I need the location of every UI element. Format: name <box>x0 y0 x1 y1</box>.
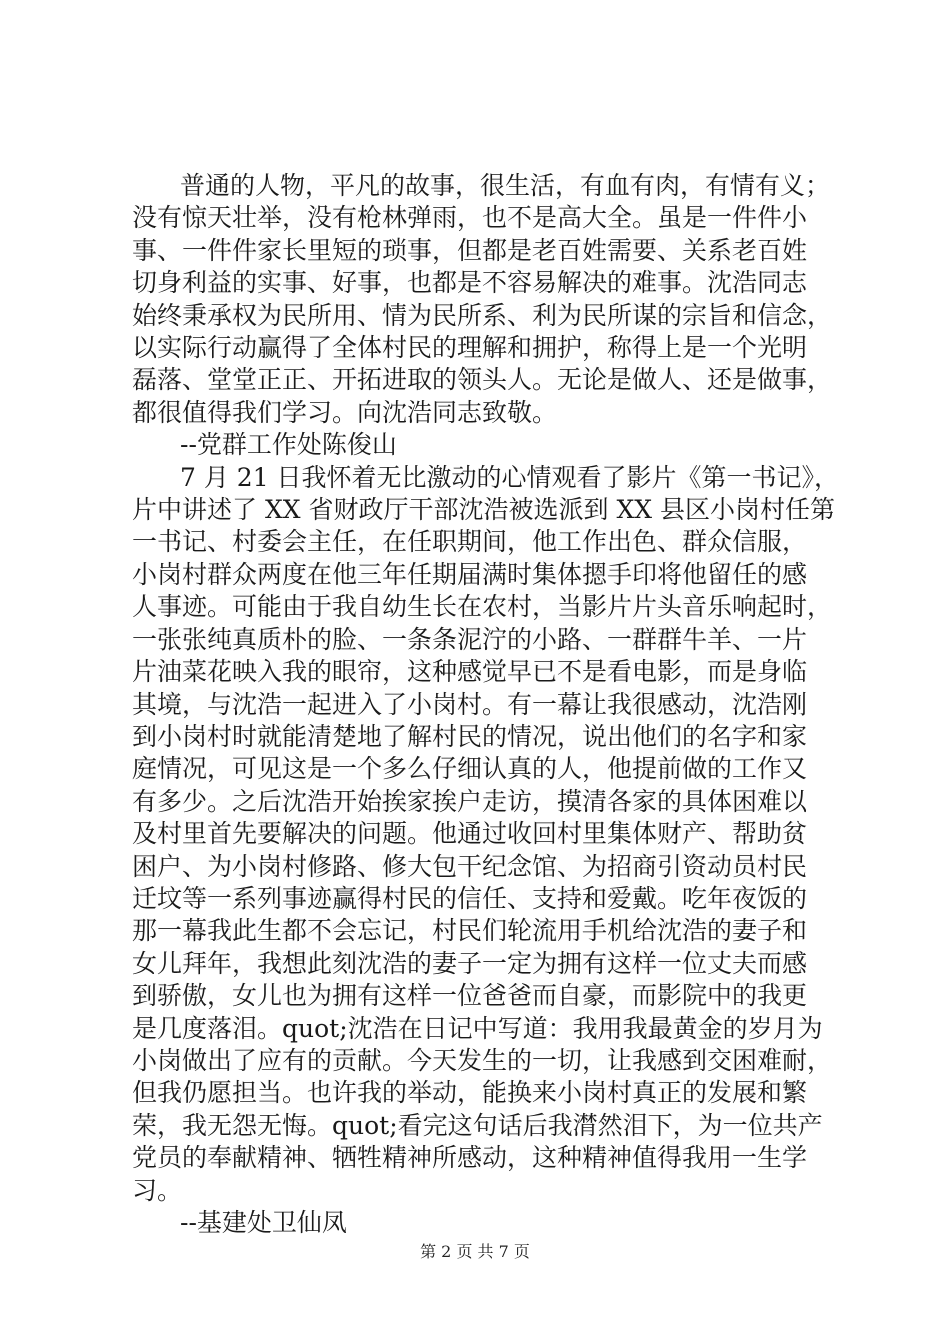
paragraph-2-line-9: 到小岗村时就能清楚地了解村民的情况，说出他们的名字和家 <box>132 721 808 751</box>
paragraph-1 <box>132 170 832 429</box>
paragraph-2-line-19: 小岗做出了应有的贡献。今天发生的一切，让我感到交困难耐， <box>132 1045 833 1075</box>
paragraph-2-line-4: 小岗村群众两度在他三年任期届满时集体摁手印将他留任的感 <box>132 559 808 589</box>
paragraph-2 <box>132 462 840 1207</box>
paragraph-2-line-14: 迁坟等一系列事迹赢得村民的信任、支持和爱戴。吃年夜饭的 <box>132 883 808 913</box>
paragraph-1-line-8: 都很值得我们学习。向沈浩同志致敬。 <box>132 397 558 427</box>
paragraph-1-line-6: 以实际行动赢得了全体村民的理解和拥护，称得上是一个光明 <box>132 333 808 363</box>
paragraph-2-line-11: 有多少。之后沈浩开始挨家挨户走访，摸清各家的具体困难以 <box>132 786 808 816</box>
paragraph-2-line-21: 荣，我无怨无悔。quot;看完这句话后我潸然泪下，为一位共产 <box>132 1110 823 1140</box>
signature-2: --基建处卫仙凤 <box>180 1208 347 1237</box>
paragraph-1-line-1: 普通的人物，平凡的故事，很生活，有血有肉，有情有义； <box>180 171 831 200</box>
signature-1: --党群工作处陈俊山 <box>180 430 397 460</box>
paragraph-2-line-7: 片油菜花映入我的眼帘，这种感觉早已不是看电影，而是身临 <box>132 657 808 687</box>
paragraph-2-line-18: 是几度落泪。quot;沈浩在日记中写道：我用我最黄金的岁月为 <box>132 1013 823 1043</box>
paragraph-2-line-12: 及村里首先要解决的问题。他通过收回村里集体财产、帮助贫 <box>132 819 808 849</box>
paragraph-1-line-5: 始终秉承权为民所用、情为民所系、利为民所谋的宗旨和信念， <box>132 300 833 330</box>
paragraph-2-line-3: 一书记、村委会主任，在任职期间，他工作出色、群众信服， <box>132 527 808 557</box>
paragraph-1-line-7: 磊落、堂堂正正、开拓进取的领头人。无论是做人、还是做事， <box>132 365 833 395</box>
document-body <box>132 170 840 1239</box>
paragraph-2-line-13: 困户、为小岗村修路、修大包干纪念馆、为招商引资动员村民 <box>132 851 808 881</box>
paragraph-2-line-15: 那一幕我此生都不会忘记，村民们轮流用手机给沈浩的妻子和 <box>132 916 808 946</box>
page-footer: 第 2 页 共 7 页 <box>420 1242 530 1261</box>
paragraph-2-line-5: 人事迹。可能由于我自幼生长在农村，当影片片头音乐响起时， <box>132 592 833 622</box>
paragraph-2-line-6: 一张张纯真质朴的脸、一条条泥泞的小路、一群群牛羊、一片 <box>132 624 808 654</box>
paragraph-2-line-17: 到骄傲，女儿也为拥有这样一位爸爸而自豪，而影院中的我更 <box>132 981 808 1011</box>
paragraph-2-line-8: 其境，与沈浩一起进入了小岗村。有一幕让我很感动，沈浩刚 <box>132 689 808 719</box>
paragraph-1-line-2: 没有惊天壮举，没有枪林弹雨，也不是高大全。虽是一件件小 <box>132 203 808 233</box>
paragraph-2-line-2: 片中讲述了 XX 省财政厅干部沈浩被选派到 XX 县区小岗村任第 <box>132 495 835 525</box>
paragraph-2-line-1: 7 月 21 日我怀着无比激动的心情观看了影片《第一书记》， <box>180 462 840 492</box>
paragraph-2-line-16: 女儿拜年，我想此刻沈浩的妻子一定为拥有这样一位丈夫而感 <box>132 948 808 978</box>
paragraph-1-line-3: 事、一件件家长里短的琐事，但都是老百姓需要、关系老百姓 <box>132 235 808 265</box>
paragraph-2-line-20: 但我仍愿担当。也许我的举动，能换来小岗村真正的发展和繁 <box>132 1078 808 1108</box>
paragraph-2-line-23: 习。 <box>132 1175 183 1205</box>
paragraph-2-line-10: 庭情况，可见这是一个多么仔细认真的人，他提前做的工作又 <box>132 754 808 784</box>
paragraph-1-line-4: 切身利益的实事、好事，也都是不容易解决的难事。沈浩同志 <box>132 268 808 298</box>
paragraph-2-line-22: 党员的奉献精神、牺牲精神所感动，这种精神值得我用一生学 <box>132 1143 808 1173</box>
